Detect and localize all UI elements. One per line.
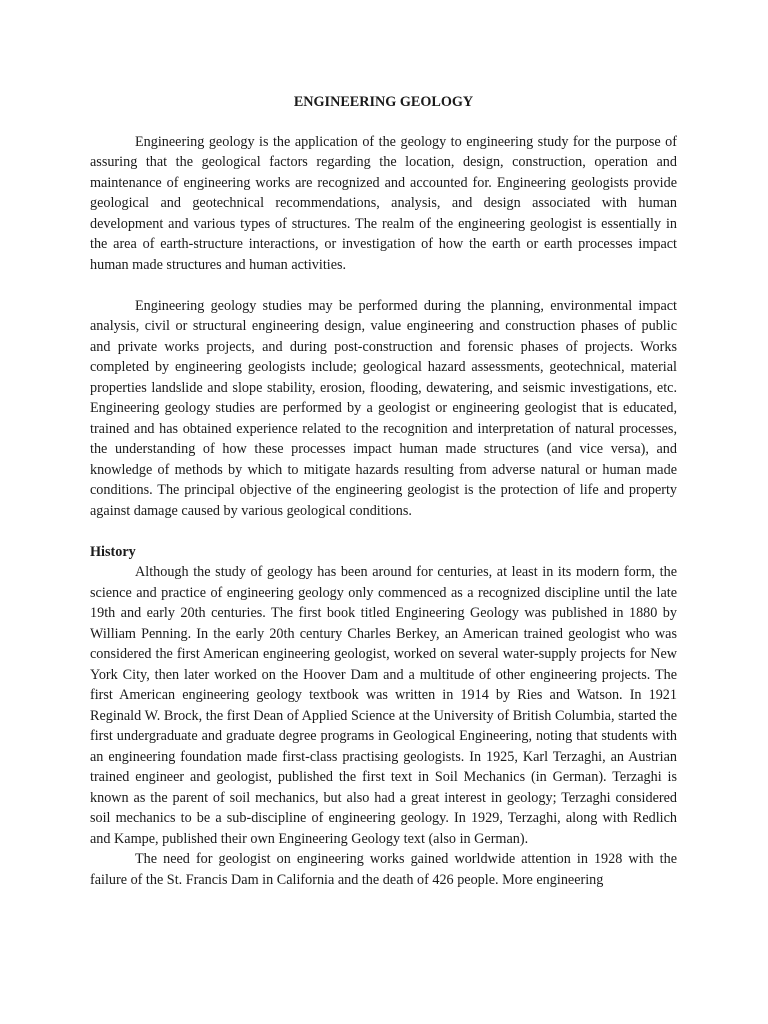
document-page bbox=[90, 92, 677, 890]
history-heading: History bbox=[90, 543, 136, 560]
document-title: ENGINEERING GEOLOGY bbox=[293, 94, 474, 110]
intro-paragraph: Engineering geology is the application of the geology to engineering study for the purpose of assuring that the geological factors regarding the location, design, construction, operation and maintenance of engineering works are recognized and accounted for. Engineering geologists provide geological and geotechnical recommendations, analysis, and design associated with human development and various types of structures. The realm of the engineering geologist is essentially in the area of earth-structure interactions, or investigation of how the earth or earth processes impact human made structures and human activities. bbox=[90, 133, 677, 273]
history-paragraph-continued: The need for geologist on engineering works gained worldwide attention in 1928 with the failure of the St. Francis Dam in California and the death of 426 people. More engineering bbox=[90, 851, 677, 888]
studies-paragraph: Engineering geology studies may be performed during the planning, environmental impact analysis, civil or structural engineering design, value engineering and construction phases of public and private works projects, and during post-construction and forensic phases of projects. Works completed by engineering geologists include; geological hazard assessments, geotechnical, material properties landslide and slope stability, erosion, flooding, dewatering, and seismic investigations, etc. Engineering geology studies are performed by a geologist or engineering geologist that is educated, trained and has obtained experience related to the recognition and interpretation of natural processes, the understanding of how these processes impact human made structures (and vice versa), and knowledge of methods by which to mitigate hazards resulting from adverse natural or human made conditions. The principal objective of the engineering geologist is the protection of life and property against damage caused by various geological conditions. bbox=[90, 297, 677, 519]
history-paragraph: Although the study of geology has been around for centuries, at least in its modern form, the science and practice of engineering geology only commenced as a recognized discipline until the late 19th and early 20th centuries. The first book titled Engineering Geology was published in 1880 by William Penning. In the early 20th century Charles Berkey, an American trained geologist who was considered the first American engineering geologist, worked on several water-supply projects for New York City, then later worked on the Hoover Dam and a multitude of other engineering projects. The first American engineering geology textbook was written in 1914 by Ries and Watson. In 1921 Reginald W. Brock, the first Dean of Applied Science at the University of British Columbia, started the first undergraduate and graduate degree programs in Geological Engineering, noting that students with an engineering foundation made first-class practising geologists. In 1925, Karl Terzaghi, an Austrian trained engineer and geologist, published the first text in Soil Mechanics (in German). Terzaghi is known as the parent of soil mechanics, but also had a great interest in geology; Terzaghi considered soil mechanics to be a sub-discipline of engineering geology. In 1929, Terzaghi, along with Redlich and Kampe, published their own Engineering Geology text (also in German). bbox=[90, 564, 677, 847]
